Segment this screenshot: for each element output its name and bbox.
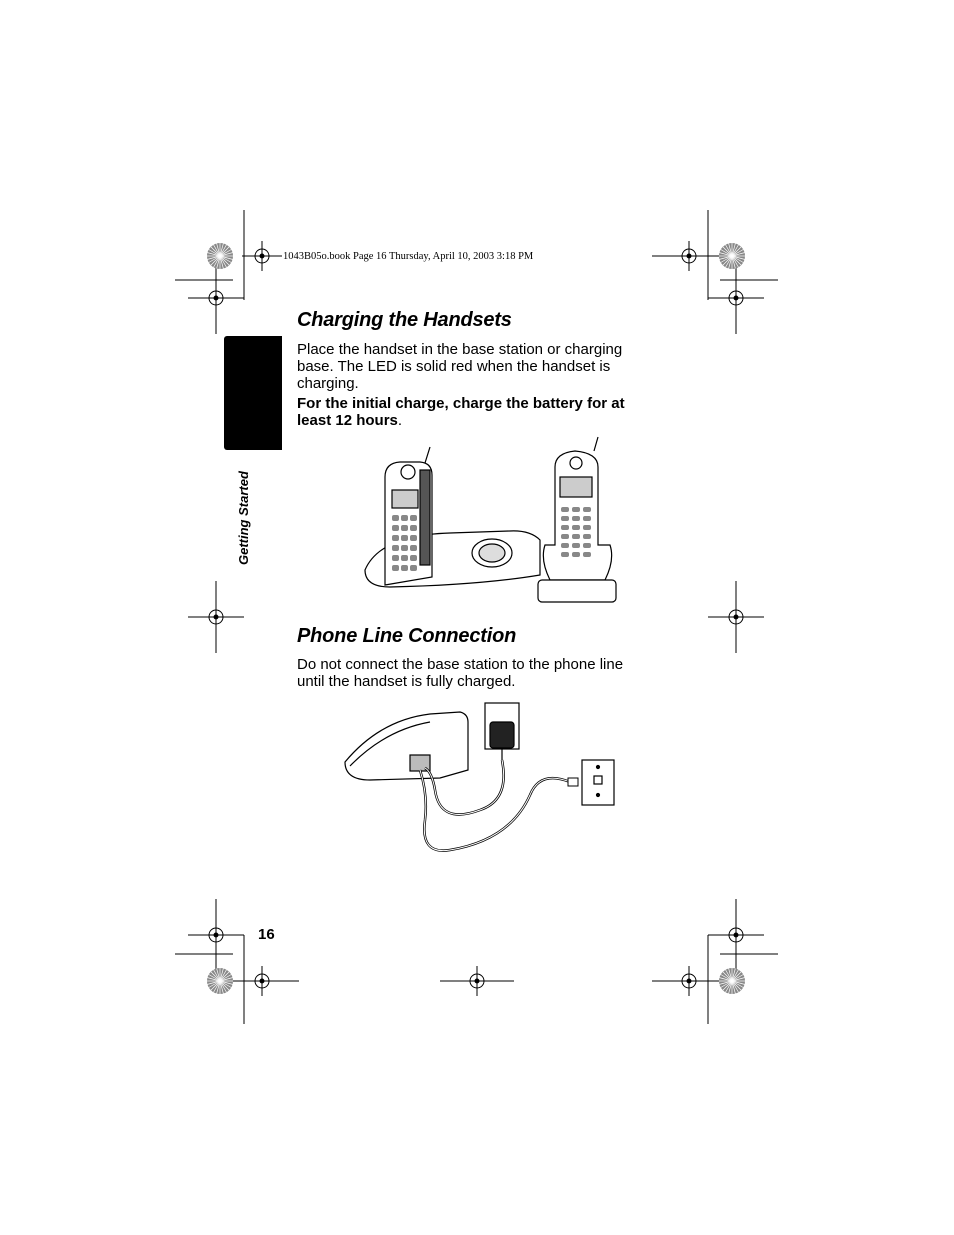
charging-body: Place the handset in the base station or charging base. The LED is solid red when the handset is charging. (297, 341, 623, 392)
phone-line-body: Do not connect the base station to the phone line until the handset is fully charged. (297, 656, 624, 690)
print-slug: 1043B05o.book Page 16 Thursday, April 10, 2003 3:18 PM (283, 251, 534, 262)
section-tab (224, 336, 282, 450)
charging-note-tail: . (397, 412, 403, 429)
charging-note-bold: For the initial charge, charge the battery for at least 12 hours (297, 395, 625, 429)
connection-illustration (340, 700, 620, 860)
charging-illustration (360, 435, 640, 605)
charging-note (297, 395, 642, 429)
section-title-phone-line: Phone Line Connection (297, 625, 517, 647)
page-number: 16 (258, 926, 275, 943)
section-title-charging: Charging the Handsets (297, 309, 512, 331)
side-tab-label: Getting Started (236, 471, 251, 565)
